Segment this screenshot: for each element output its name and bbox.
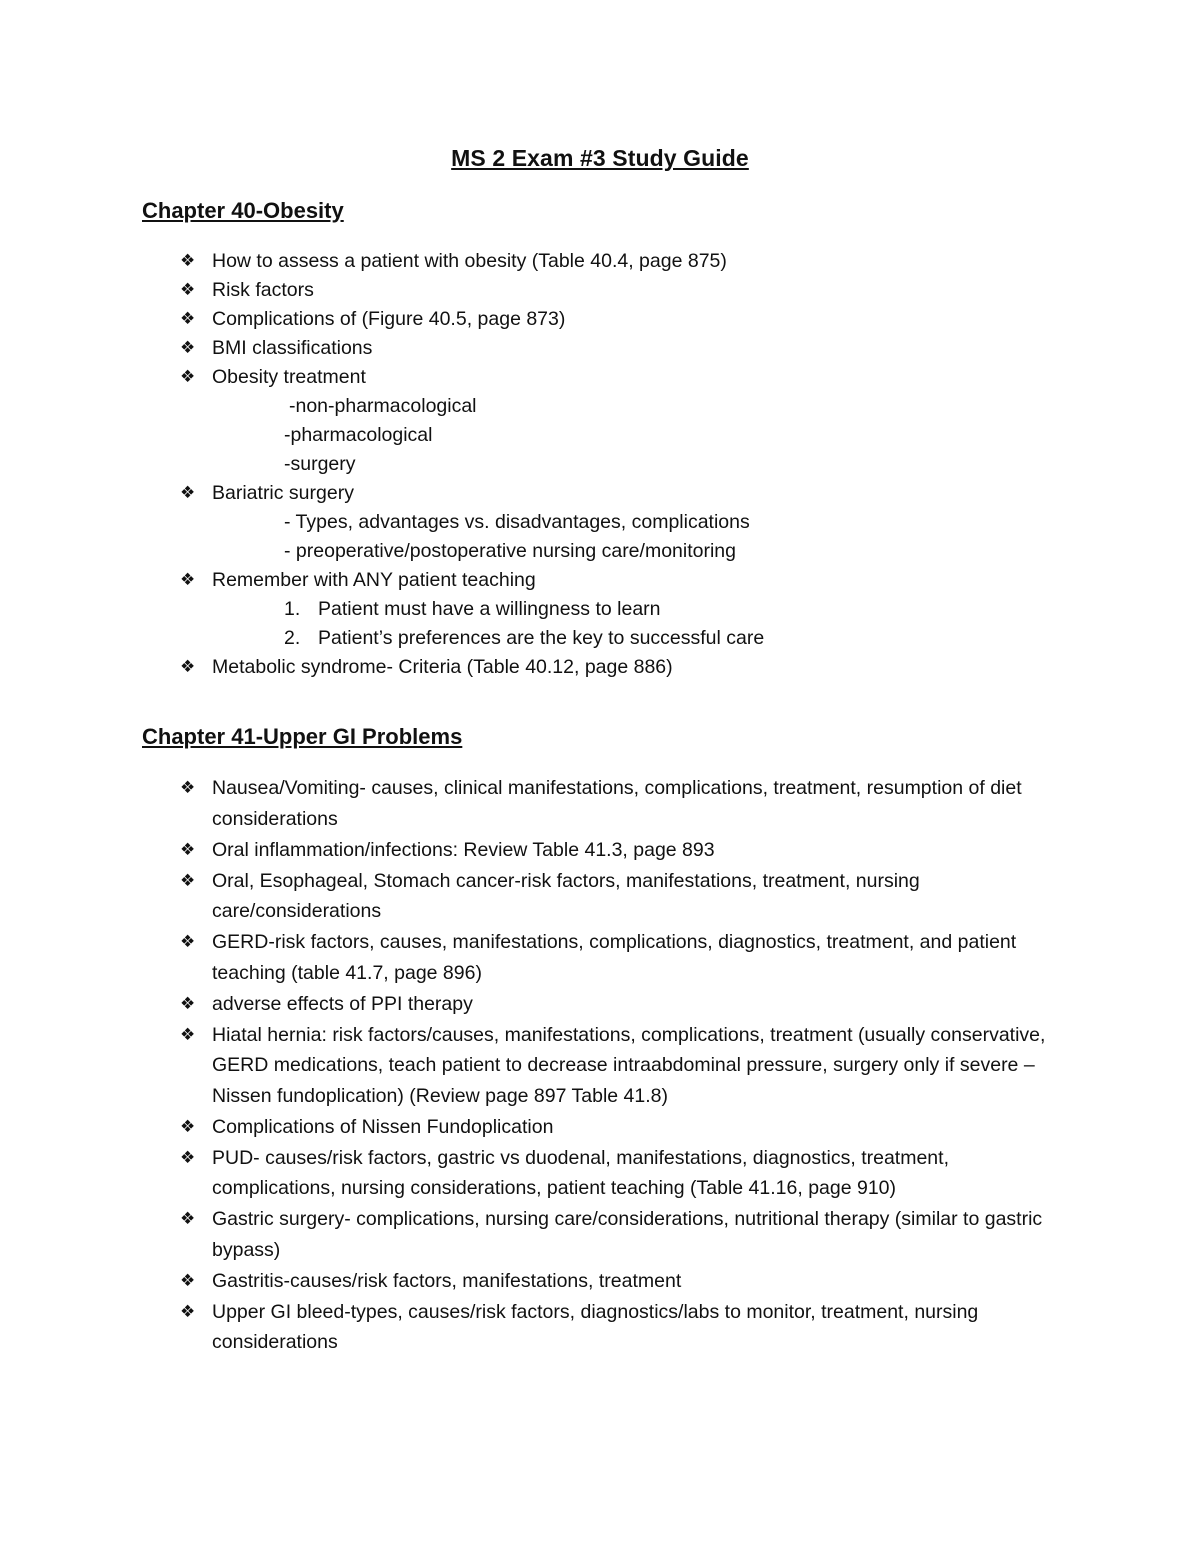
list-item — [180, 247, 1060, 276]
diamond-bullet-icon: ❖ — [180, 1301, 196, 1322]
diamond-bullet-icon: ❖ — [180, 309, 196, 329]
chapter-41-heading: Chapter 41-Upper GI Problems — [142, 724, 463, 749]
page-title: MS 2 Exam #3 Study Guide — [451, 145, 749, 171]
diamond-bullet-icon: ❖ — [180, 280, 196, 300]
list-item — [180, 363, 1060, 479]
numbered-item — [212, 624, 1060, 653]
numbered-item — [212, 595, 1060, 624]
list-item-text: Remember with ANY patient teaching — [212, 569, 536, 591]
sub-item: - preoperative/postoperative nursing care/monitoring — [284, 540, 736, 562]
list-item — [180, 1143, 1060, 1204]
list-item — [180, 566, 1060, 653]
list-item — [180, 1204, 1060, 1265]
list-item-text: Oral inflammation/infections: Review Table 41.3, page 893 — [212, 838, 715, 861]
list-item-text: adverse effects of PPI therapy — [212, 992, 473, 1015]
list-item-text: Risk factors — [212, 279, 314, 301]
list-item-text: Gastric surgery- complications, nursing care/considerations, nutritional therapy (similar to gastric bypass) — [212, 1208, 1043, 1261]
list-item — [180, 835, 1060, 866]
list-item — [180, 276, 1060, 305]
list-item-text: Gastritis-causes/risk factors, manifestations, treatment — [212, 1269, 682, 1292]
chapter-41-list — [180, 773, 1060, 1358]
list-item-text: Oral, Esophageal, Stomach cancer-risk factors, manifestations, treatment, nursing care/considerations — [212, 869, 920, 922]
list-item — [180, 927, 1060, 988]
sub-item: -surgery — [284, 453, 356, 475]
chapter-40-list — [180, 247, 1060, 682]
list-item — [180, 1266, 1060, 1297]
diamond-bullet-icon: ❖ — [180, 993, 196, 1014]
list-item-text: How to assess a patient with obesity (Table 40.4, page 875) — [212, 250, 727, 272]
list-item — [180, 989, 1060, 1020]
list-item — [180, 653, 1060, 682]
list-item — [180, 1112, 1060, 1143]
numbered-item-text: Patient must have a willingness to learn — [318, 598, 661, 620]
list-item-text: Metabolic syndrome- Criteria (Table 40.12, page 886) — [212, 656, 673, 678]
diamond-bullet-icon: ❖ — [180, 1270, 196, 1291]
item-number: 1. — [284, 598, 301, 620]
list-item-text: Obesity treatment — [212, 366, 366, 388]
diamond-bullet-icon: ❖ — [180, 839, 196, 860]
list-item-text: Complications of Nissen Fundoplication — [212, 1115, 554, 1138]
list-item — [180, 334, 1060, 363]
chapter-40-heading: Chapter 40-Obesity — [142, 198, 344, 223]
diamond-bullet-icon: ❖ — [180, 657, 196, 677]
list-item — [180, 479, 1060, 566]
numbered-item-text: Patient’s preferences are the key to successful care — [318, 627, 765, 649]
diamond-bullet-icon: ❖ — [180, 483, 196, 503]
diamond-bullet-icon: ❖ — [180, 570, 196, 590]
diamond-bullet-icon: ❖ — [180, 367, 196, 387]
diamond-bullet-icon: ❖ — [180, 1024, 196, 1045]
diamond-bullet-icon: ❖ — [180, 251, 196, 271]
diamond-bullet-icon: ❖ — [180, 932, 196, 952]
list-item — [180, 1020, 1060, 1112]
list-item-text: Nausea/Vomiting- causes, clinical manifestations, complications, treatment, resumption of diet considerations — [212, 777, 1022, 830]
list-item-text: BMI classifications — [212, 337, 373, 359]
list-item-text: Upper GI bleed-types, causes/risk factors, diagnostics/labs to monitor, treatment, nursing considerations — [212, 1300, 979, 1353]
list-item-text: Complications of (Figure 40.5, page 873) — [212, 308, 566, 330]
diamond-bullet-icon: ❖ — [180, 778, 196, 798]
list-item — [180, 1297, 1060, 1358]
diamond-bullet-icon: ❖ — [180, 1147, 196, 1168]
list-item-text: PUD- causes/risk factors, gastric vs duodenal, manifestations, diagnostics, treatment, complications, nursing considerations, patient teaching (Table 41.16, page 910) — [212, 1146, 949, 1199]
list-item — [180, 866, 1060, 927]
diamond-bullet-icon: ❖ — [180, 1116, 196, 1137]
sub-item: -non-pharmacological — [289, 395, 477, 417]
item-number: 2. — [284, 627, 301, 649]
sub-item: - Types, advantages vs. disadvantages, complications — [284, 511, 750, 533]
list-item-text: Hiatal hernia: risk factors/causes, manifestations, complications, treatment (usually conservative, GERD medications, teach patient to decrease intraabdominal pressure, surgery only if severe – Nissen fundoplication) (Review page 897 Table 41.8) — [212, 1023, 1046, 1107]
diamond-bullet-icon: ❖ — [180, 870, 196, 891]
diamond-bullet-icon: ❖ — [180, 338, 196, 358]
list-item-text: Bariatric surgery — [212, 482, 354, 504]
list-item — [180, 773, 1060, 834]
diamond-bullet-icon: ❖ — [180, 1209, 196, 1229]
list-item-text: GERD-risk factors, causes, manifestations, complications, diagnostics, treatment, and patient teaching (table 41.7, page 896) — [212, 931, 1017, 984]
list-item — [180, 305, 1060, 334]
sub-item: -pharmacological — [284, 424, 433, 446]
